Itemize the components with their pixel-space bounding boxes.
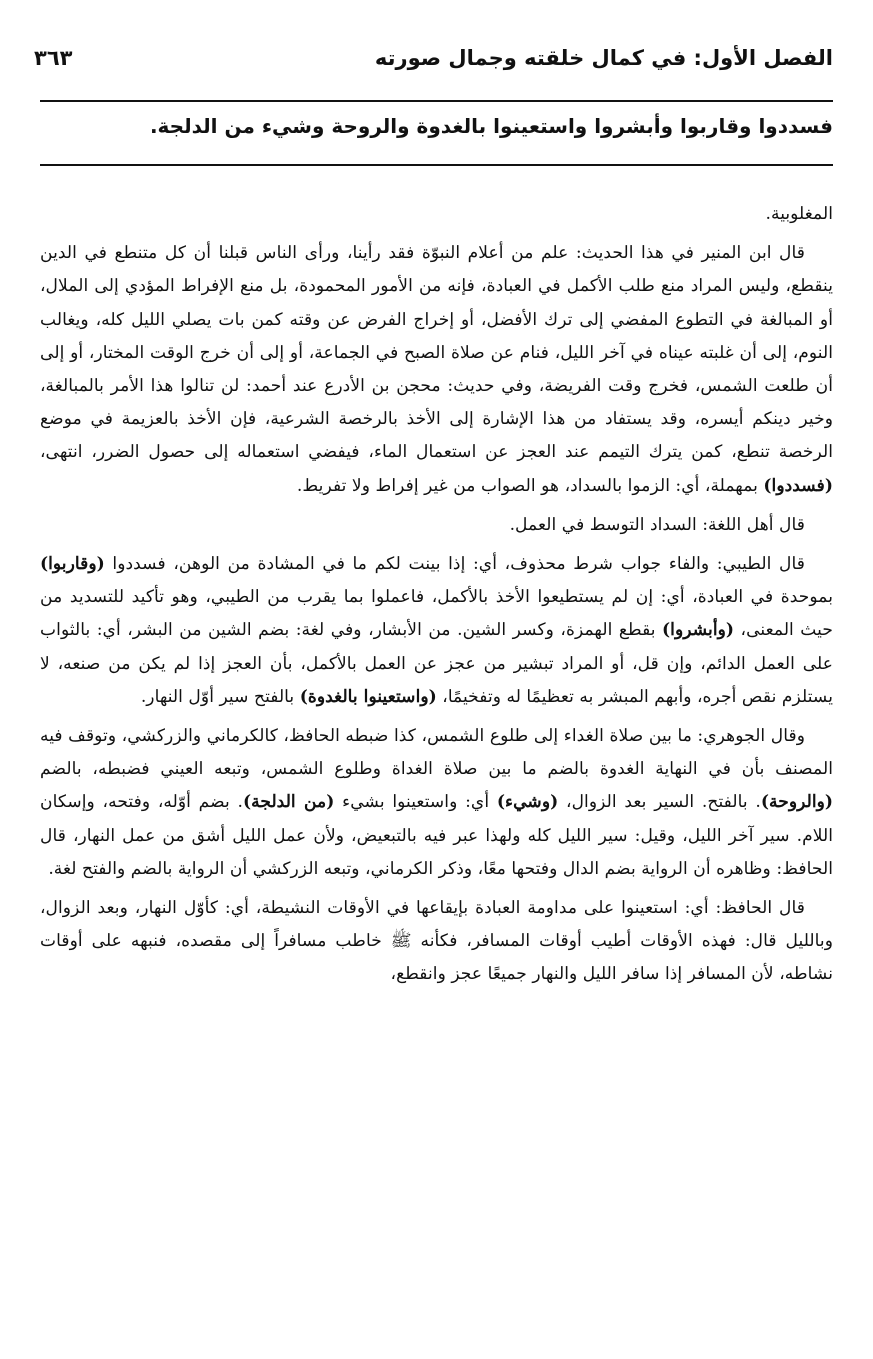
paragraph-4: [40, 720, 833, 886]
paragraph-4-c: أي: واستعينوا بشيء: [342, 792, 490, 813]
paragraph-4-d: . بضم أوّله، وفتحه، وإسكان اللام. سير آخر الليل، وقيل: سير الليل كله ولهذا عبر فيه بالتبعيض، ولأن عمل الليل أشق من عمل النهار، قال الحافظ: وظاهره أن الرواية بضم الدال وفتحها معًا، وذكر الكرماني، وتبعه الزركشي أن الرواية بالضم والفتح لغة.: [40, 792, 833, 879]
term-rawha: (والروحة): [760, 792, 834, 813]
paragraph-1-text: قال ابن المنير في هذا الحديث: علم من أعلام النبوّة فقد رأينا، ورأى الناس قبلنا أن كل متنطع في الدين ينقطع، وليس المراد منع طلب الأكمل في العبادة، فإنه من الأمور المحمودة، بل منع الإفراط المؤدي إلى الملال، أو المبالغة في التطوع المفضي إلى ترك الأفضل، أو إخراج الفرض عن وقته كمن بات يصلي الليل كله، ويغالب النوم، إلى أن غلبته عيناه في آخر الليل، فنام عن صلاة الصبح في الجماعة، أو إلى أن خرج الوقت المختار، أو إلى أن طلعت الشمس، فخرج وقت الفريضة، وفي حديث: محجن بن الأدرع عند أحمد: لن تنالوا هذا الأمر بالمبالغة، وخير دينكم أيسره، وقد يستفاد من هذا الإشارة إلى الأخذ بالرخصة الشرعية، فإن الأخذ بالعزيمة في موضع الرخصة تنطع، كمن يترك التيمم عند العجز عن استعمال الماء، فيفضي استعماله إلى حصول الضرر، انتهى،: [40, 243, 833, 463]
term-istaeinu: (واستعينوا بالغدوة): [299, 686, 437, 707]
chapter-title: الفصل الأول: في كمال خلقته وجمال صورته: [374, 46, 833, 70]
commentary-body: [40, 198, 833, 998]
paragraph-2: قال أهل اللغة: السداد التوسط في العمل.: [509, 514, 805, 535]
top-rule: [40, 100, 833, 102]
paragraph-4-b: . بالفتح. السير بعد الزوال،: [566, 792, 761, 813]
running-header: [34, 38, 833, 78]
paragraph-3-b: بموحدة في العبادة، أي: إن لم يستطيعوا الأخذ بالأكمل، فاعملوا بما يقرب من الطيبي، وهو تأكيد للتسديد من حيث المعنى،: [40, 587, 833, 641]
bottom-rule: [40, 164, 833, 166]
paragraph-1-tail: بمهملة، أي: الزموا بالسداد، هو الصواب من غير إفراط ولا تفريط.: [296, 475, 758, 496]
paragraph-0: المغلوبية.: [765, 204, 833, 224]
paragraph-5: قال الحافظ: أي: استعينوا على مداومة العبادة بإيقاعها في الأوقات النشيطة، أي: كأوّل النهار، وبعد الزوال، وبالليل قال: فهذه الأوقات أطيب أوقات المسافر، فكأنه ﷺ خاطب مسافراً إلى مقصده، فنبهه على أوقات نشاطه، لأن المسافر إذا سافر الليل والنهار جميعًا عجز وانقطع،: [40, 898, 833, 985]
term-shay: (وشيء): [496, 792, 559, 813]
paragraph-3-d: بالفتح سير أوّل النهار.: [140, 686, 295, 707]
term-dulja: (من الدلجة): [243, 792, 335, 813]
paragraph-4-a: وقال الجوهري: ما بين صلاة الغداء إلى طلوع الشمس، كذا ضبطه الحافظ، كالكرماني والزركشي، وتوقف فيه المصنف بأن في النهاية الغدوة بالضم ما بين صلاة الغداة وطلوع الشمس، وتبعه العيني فضبطه، بالضم: [40, 726, 833, 780]
page-number: ٣٦٣: [34, 46, 73, 70]
paragraph-1: [40, 237, 833, 503]
hadith-text: فسددوا وقاربوا وأبشروا واستعينوا بالغدوة والروحة وشيء من الدلجة.: [149, 114, 833, 138]
term-fasaddidu: (فسددوا): [763, 475, 833, 496]
term-qaribu: (وقاربوا): [40, 554, 105, 575]
paragraph-3-a: قال الطيبي: والفاء جواب شرط محذوف، أي: إذا بينت لكم ما في المشادة من الوهن، فسددوا: [112, 554, 805, 575]
term-abshiru: (وأبشروا): [662, 620, 735, 641]
paragraph-3-c: بقطع الهمزة، وكسر الشين. من الأبشار، وفي لغة: بضم الشين من البشر، أي: بالثواب على العمل الدائم، وإن قل، أو المراد تبشير من عجز عن العمل بالأكمل، بأن العجز إذا لم يكن من صنعه، لا يستلزم نقص أجره، وأبهم المبشر به تعظيمًا له وتفخيمًا،: [40, 620, 833, 707]
paragraph-3: [40, 548, 833, 714]
